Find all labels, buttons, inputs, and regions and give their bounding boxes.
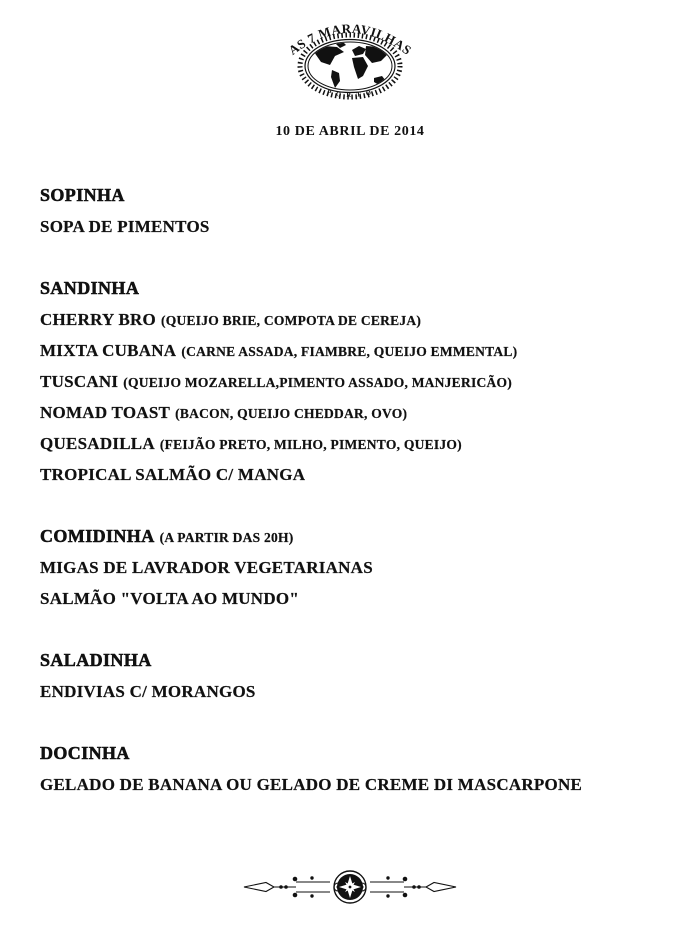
section-comidinha <box>40 521 670 614</box>
menu-item-desc: (QUEIJO BRIE, COMPOTA DE CEREJA) <box>161 313 422 328</box>
menu-item-desc: (BACON, QUEIJO CHEDDAR, OVO) <box>175 406 408 421</box>
menu-item-name: NOMAD TOAST <box>40 403 171 422</box>
menu-item <box>40 552 670 583</box>
menu-item <box>40 335 670 366</box>
menu-item-desc: (CARNE ASSADA, FIAMBRE, QUEIJO EMMENTAL) <box>181 344 518 359</box>
menu-item-name: CHERRY BRO <box>40 310 157 329</box>
menu-item-name: MIXTA CUBANA <box>40 341 177 360</box>
menu-item-name: GELADO DE BANANA OU GELADO DE CREME DI MASCARPONE <box>40 775 583 794</box>
menu-item <box>40 676 670 707</box>
menu-body <box>40 180 670 800</box>
menu-item-name: ENDIVIAS C/ MORANGOS <box>40 682 256 701</box>
section-saladinha <box>40 645 670 707</box>
menu-item <box>40 583 670 614</box>
menu-item-name: QUESADILLA <box>40 434 155 453</box>
menu-item-name: TUSCANI <box>40 372 119 391</box>
menu-item <box>40 211 670 242</box>
compass-divider-icon <box>240 865 460 909</box>
section-docinha <box>40 738 670 800</box>
section-title: SOPINHA <box>40 185 125 205</box>
menu-item <box>40 397 670 428</box>
section-sandinha <box>40 273 670 490</box>
menu-item <box>40 366 670 397</box>
logo-title: AS 7 MARAVILHAS <box>285 20 415 58</box>
menu-item-name: SOPA DE PIMENTOS <box>40 217 210 236</box>
section-note: (A PARTIR DAS 20H) <box>159 530 294 545</box>
globe-logo-icon <box>280 6 420 114</box>
menu-date: 10 DE ABRIL DE 2014 <box>275 124 425 139</box>
menu-item <box>40 428 670 459</box>
menu-item-name: SALMÃO "VOLTA AO MUNDO" <box>40 589 300 608</box>
menu-item-desc: (QUEIJO MOZARELLA,PIMENTO ASSADO, MANJERICÃO) <box>123 375 512 390</box>
footer-divider <box>240 865 460 914</box>
menu-item-name: TROPICAL SALMÃO C/ MANGA <box>40 465 306 484</box>
menu-item <box>40 769 670 800</box>
menu-item-name: MIGAS DE LAVRADOR VEGETARIANAS <box>40 558 373 577</box>
section-title: DOCINHA <box>40 743 130 763</box>
menu-item-desc: (FEIJÃO PRETO, MILHO, PIMENTO, QUEIJO) <box>159 437 462 452</box>
section-title: SANDINHA <box>40 278 140 298</box>
menu-item <box>40 459 670 490</box>
logo-subtitle: P O R T O <box>326 88 374 100</box>
section-sopinha <box>40 180 670 242</box>
logo <box>0 0 700 114</box>
menu-item <box>40 304 670 335</box>
section-title: SALADINHA <box>40 650 152 670</box>
section-title: COMIDINHA <box>40 526 155 546</box>
